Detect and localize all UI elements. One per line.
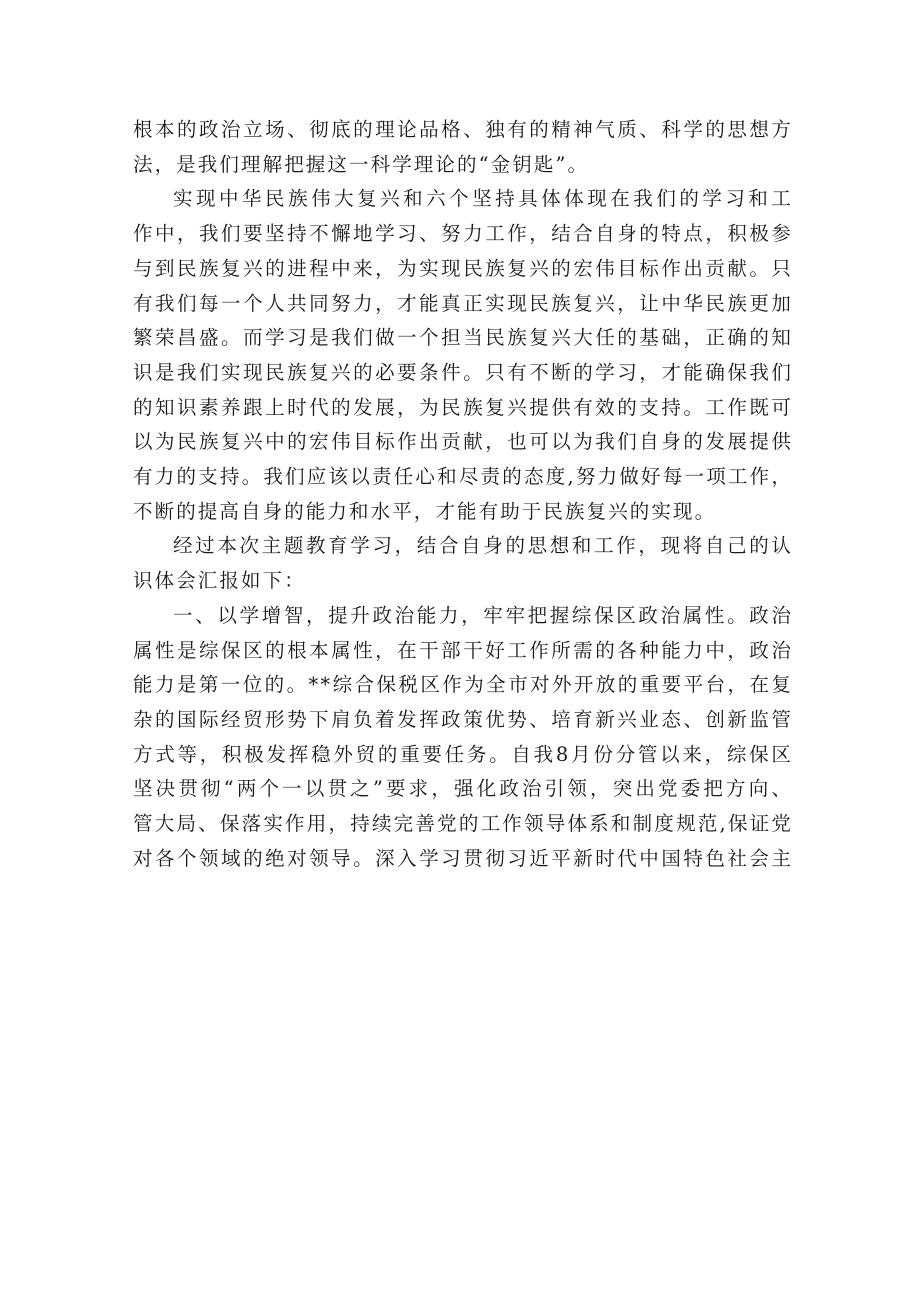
text-line: 管大局、保落实作用，持续完善党的工作领导体系和制度规范,保证党: [133, 812, 793, 836]
text-line: 繁荣昌盛。而学习是我们做一个担当民族复兴大任的基础，正确的知: [133, 326, 793, 350]
text-line: 坚决贯彻“两个一以贯之”要求，强化政治引领，突出党委把方向、: [133, 777, 793, 801]
text-line: 识体会汇报如下：: [133, 569, 306, 593]
paragraph-3: [133, 529, 793, 598]
text-line: 实现中华民族伟大复兴和六个坚持具体体现在我们的学习和工: [173, 187, 793, 211]
text-line: 根本的政治立场、彻底的理论品格、独有的精神气质、科学的思想方: [133, 118, 793, 141]
text-line: 一、以学增智，提升政治能力，牢牢把握综保区政治属性。政治: [173, 603, 793, 627]
text-line: 对各个领域的绝对领导。深入学习贯彻习近平新时代中国特色社会主: [133, 846, 793, 870]
text-line: 的知识素养跟上时代的发展，为民族复兴提供有效的支持。工作既可: [133, 395, 793, 419]
text-line: 与到民族复兴的进程中来，为实现民族复兴的宏伟目标作出贡献。只: [133, 256, 793, 280]
text-line: 有我们每一个人共同努力，才能真正实现民族复兴，让中华民族更加: [133, 291, 793, 315]
text-line: 方式等，积极发挥稳外贸的重要任务。自我8月份分管以来，综保区: [133, 742, 793, 766]
text-line: 有力的支持。我们应该以责任心和尽责的态度,努力做好每一项工作，: [133, 465, 793, 489]
document-body: [133, 113, 793, 876]
text-line: 法，是我们理解把握这一科学理论的“金钥匙”。: [133, 152, 590, 176]
text-line: 以为民族复兴中的宏伟目标作出贡献，也可以为我们自身的发展提供: [133, 430, 793, 454]
paragraph-1: [133, 113, 793, 182]
text-line: 不断的提高自身的能力和水平，才能有助于民族复兴的实现。: [133, 499, 717, 523]
text-line: 属性是综保区的根本属性，在干部干好工作所需的各种能力中，政治: [133, 638, 793, 662]
text-line: 识是我们实现民族复兴的必要条件。只有不断的学习，才能确保我们: [133, 360, 793, 384]
paragraph-4: [133, 599, 793, 877]
paragraph-2: [133, 182, 793, 529]
text-line: 作中，我们要坚持不懈地学习、努力工作，结合自身的特点，积极参: [133, 222, 793, 246]
text-line: 杂的国际经贸形势下肩负着发挥政策优势、培育新兴业态、创新监管: [133, 707, 793, 731]
text-line: 经过本次主题教育学习，结合自身的思想和工作，现将自己的认: [173, 534, 793, 558]
text-line: 能力是第一位的。**综合保税区作为全市对外开放的重要平台，在复: [133, 673, 793, 697]
